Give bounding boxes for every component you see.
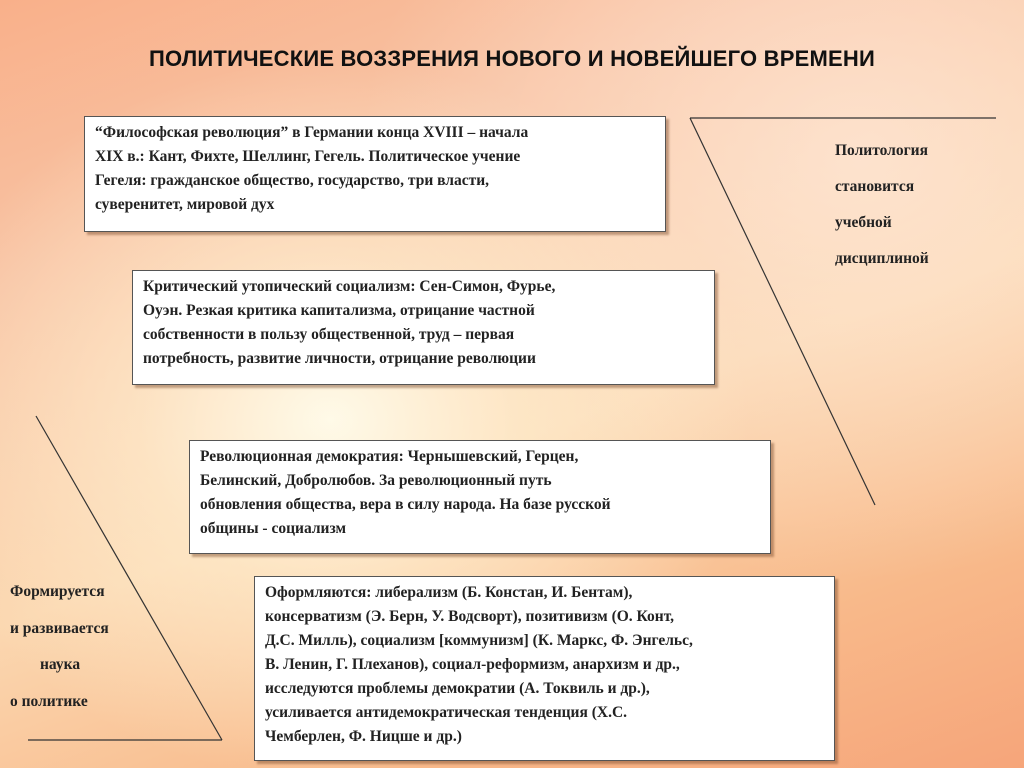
note-line: наука: [40, 656, 81, 673]
left-note: [10, 574, 109, 720]
note-line: учебной: [835, 214, 892, 231]
box-line: обновления общества, вера в силу народа. На базе русской: [200, 496, 611, 513]
box-line: суверенитет, мировой дух: [95, 196, 275, 213]
box-line: Д.С. Милль), социализм [коммунизм] (К. Маркс, Ф. Энгельс,: [265, 632, 693, 649]
box-line: Белинский, Добролюбов. За революционный путь: [200, 472, 552, 489]
ideologies-box: [254, 576, 835, 761]
box-line: Революционная демократия: Чернышевский, Герцен,: [200, 448, 579, 465]
revolutionary-democracy-box: [189, 440, 771, 554]
note-line: о политике: [10, 692, 88, 710]
box-line: исследуются проблемы демократии (А. Токвиль и др.),: [265, 680, 650, 697]
box-line: Оформляются: либерализм (Б. Констан, И. Бентам),: [265, 584, 633, 601]
page-title: ПОЛИТИЧЕСКИЕ ВОЗЗРЕНИЯ НОВОГО И НОВЕЙШЕГО ВРЕМЕНИ: [149, 46, 875, 71]
box-line: В. Ленин, Г. Плеханов), социал-реформизм, анархизм и др.,: [265, 656, 680, 673]
box-line: собственности в пользу общественной, труд – первая: [143, 326, 515, 343]
box-line: усиливается антидемократическая тенденция (Х.С.: [265, 704, 628, 721]
box-line: Чемберлен, Ф. Ницше и др.): [265, 728, 462, 745]
box-line: Критический утопический социализм: Сен-Симон, Фурье,: [143, 278, 556, 295]
utopian-socialism-box: [132, 270, 715, 385]
box-line: Оуэн. Резкая критика капитализма, отрицание частной: [143, 302, 535, 319]
box-line: Гегеля: гражданское общество, государство, три власти,: [95, 172, 490, 189]
note-line: становится: [835, 178, 915, 195]
philosophical-revolution-box: [84, 116, 666, 232]
note-line: дисциплиной: [835, 250, 929, 267]
note-line: Формируется: [10, 583, 105, 600]
note-line: Политология: [835, 142, 928, 159]
box-line: потребность, развитие личности, отрицание революции: [143, 350, 536, 367]
right-note: [835, 133, 929, 277]
box-line: XIX в.: Кант, Фихте, Шеллинг, Гегель. Политическое учение: [95, 148, 521, 165]
box-line: консерватизм (Э. Берн, У. Водсворт), позитивизм (О. Конт,: [265, 608, 675, 625]
box-line: общины - социализм: [200, 520, 347, 537]
note-line: и развивается: [10, 619, 109, 637]
box-line: “Философская революция” в Германии конца XVIII – начала: [95, 124, 529, 141]
